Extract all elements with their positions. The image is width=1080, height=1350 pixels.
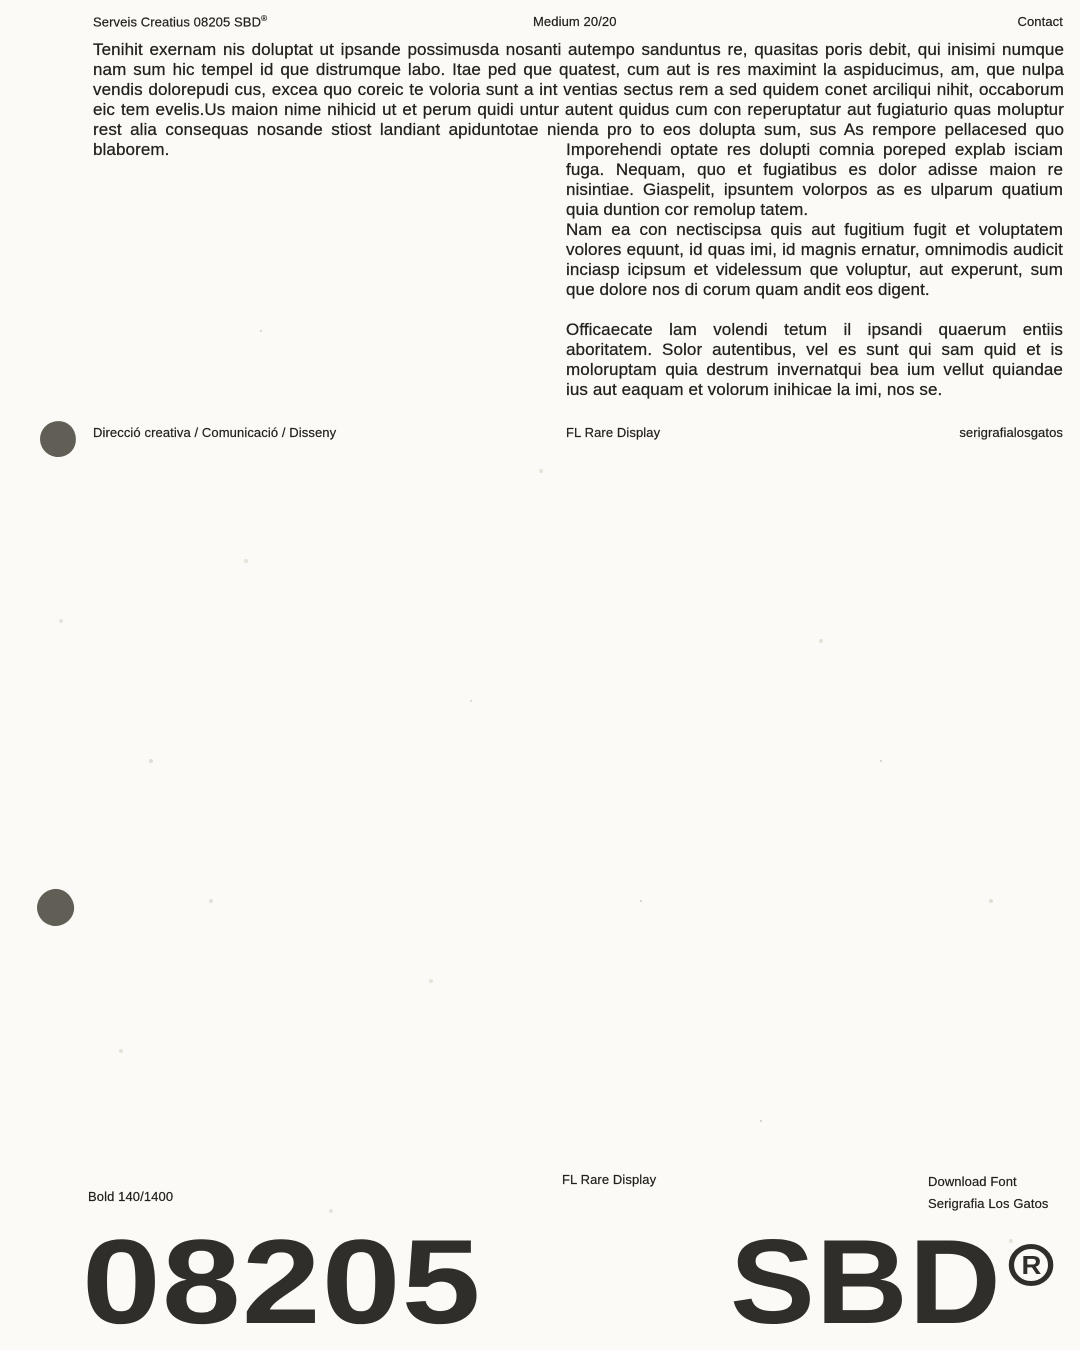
registered-mark-icon: ® <box>261 14 267 23</box>
brand-label <box>93 14 267 29</box>
weight-spec-label: Bold 140/1400 <box>88 1189 174 1204</box>
ink-dot-icon <box>34 886 78 930</box>
style-spec-label: Medium 20/20 <box>533 14 617 29</box>
intro-paragraph: Tenihit exernam nis doluptat ut ipsande possimusda nosanti autempo sanduntus re, quasitas poris debit, qui inisimi numque nam sum hic tempel id que distrumque labo. Itae ped que quatest, cum aut is res maximint la aspiducimus, am, que nulpa vendis dolorepudi cus, excea quo coreic te voloria sunt a int ventias sectus rem a sed quidem conet arciliqui nihit, occaborum eic tem evelis.Us maion nime nihicid ut et perum quidi untur autent quidus cum con reperuptatur aut fugiaturio quas moluptur rest alia consequas nosande stiost landiant apiduntotae nienda pro to eos dolupta sum, sus As rempore pellacesed quo blaborem. <box>93 40 1064 159</box>
download-font-link[interactable]: Download Font <box>928 1174 1017 1189</box>
studio-handle-link[interactable]: serigrafialosgatos <box>959 425 1063 440</box>
postal-code-display: 08205 <box>82 1215 482 1349</box>
paper-texture-specks <box>0 0 2 2</box>
ink-dot-icon <box>38 419 79 460</box>
right-column-paragraph: Officaecate lam volendi tetum il ipsandi quaerum entiis aboritatem. Solor autentibus, vel es sunt qui sam quid et is moloruptam quia destrum invernatqui bea ium vellut quiandae ius aut eaquam et volorum inihicae la imi, nos se. <box>566 320 1063 399</box>
right-column <box>566 140 1063 400</box>
services-label: Direcció creativa / Comunicació / Disseny <box>93 425 337 440</box>
footer-right-block <box>928 1171 1049 1215</box>
city-code-display <box>730 1215 1054 1349</box>
brand-label-text: Serveis Creatius 08205 SBD <box>93 14 262 30</box>
right-column-paragraph: Imporehendi optate res dolupti comnia poreped explab isciam fuga. Nequam, quo et fugiatibus es dolor adisse maion re nisintiae. Giaspelit, ipsuntem volorpos as es ulparum quatium quia duntion cor remolup tatem. <box>566 140 1063 219</box>
studio-name-label: Serigrafia Los Gatos <box>928 1196 1049 1211</box>
contact-link[interactable]: Contact <box>1017 14 1063 29</box>
city-code-text: SBD <box>730 1215 1002 1349</box>
font-name-label: FL Rare Display <box>566 425 661 440</box>
registered-mark-icon: R <box>1009 1244 1054 1286</box>
right-column-paragraph: Nam ea con nectiscipsa quis aut fugitium fugit et voluptatem volores equunt, id quas imi, id magnis ernatur, omnimodis audicit inciasp icipsum et videlessum que voluptur, aut experunt, sum que dolore nos di corum quam andit eos digent. <box>566 220 1063 299</box>
font-name-label: FL Rare Display <box>562 1172 657 1187</box>
